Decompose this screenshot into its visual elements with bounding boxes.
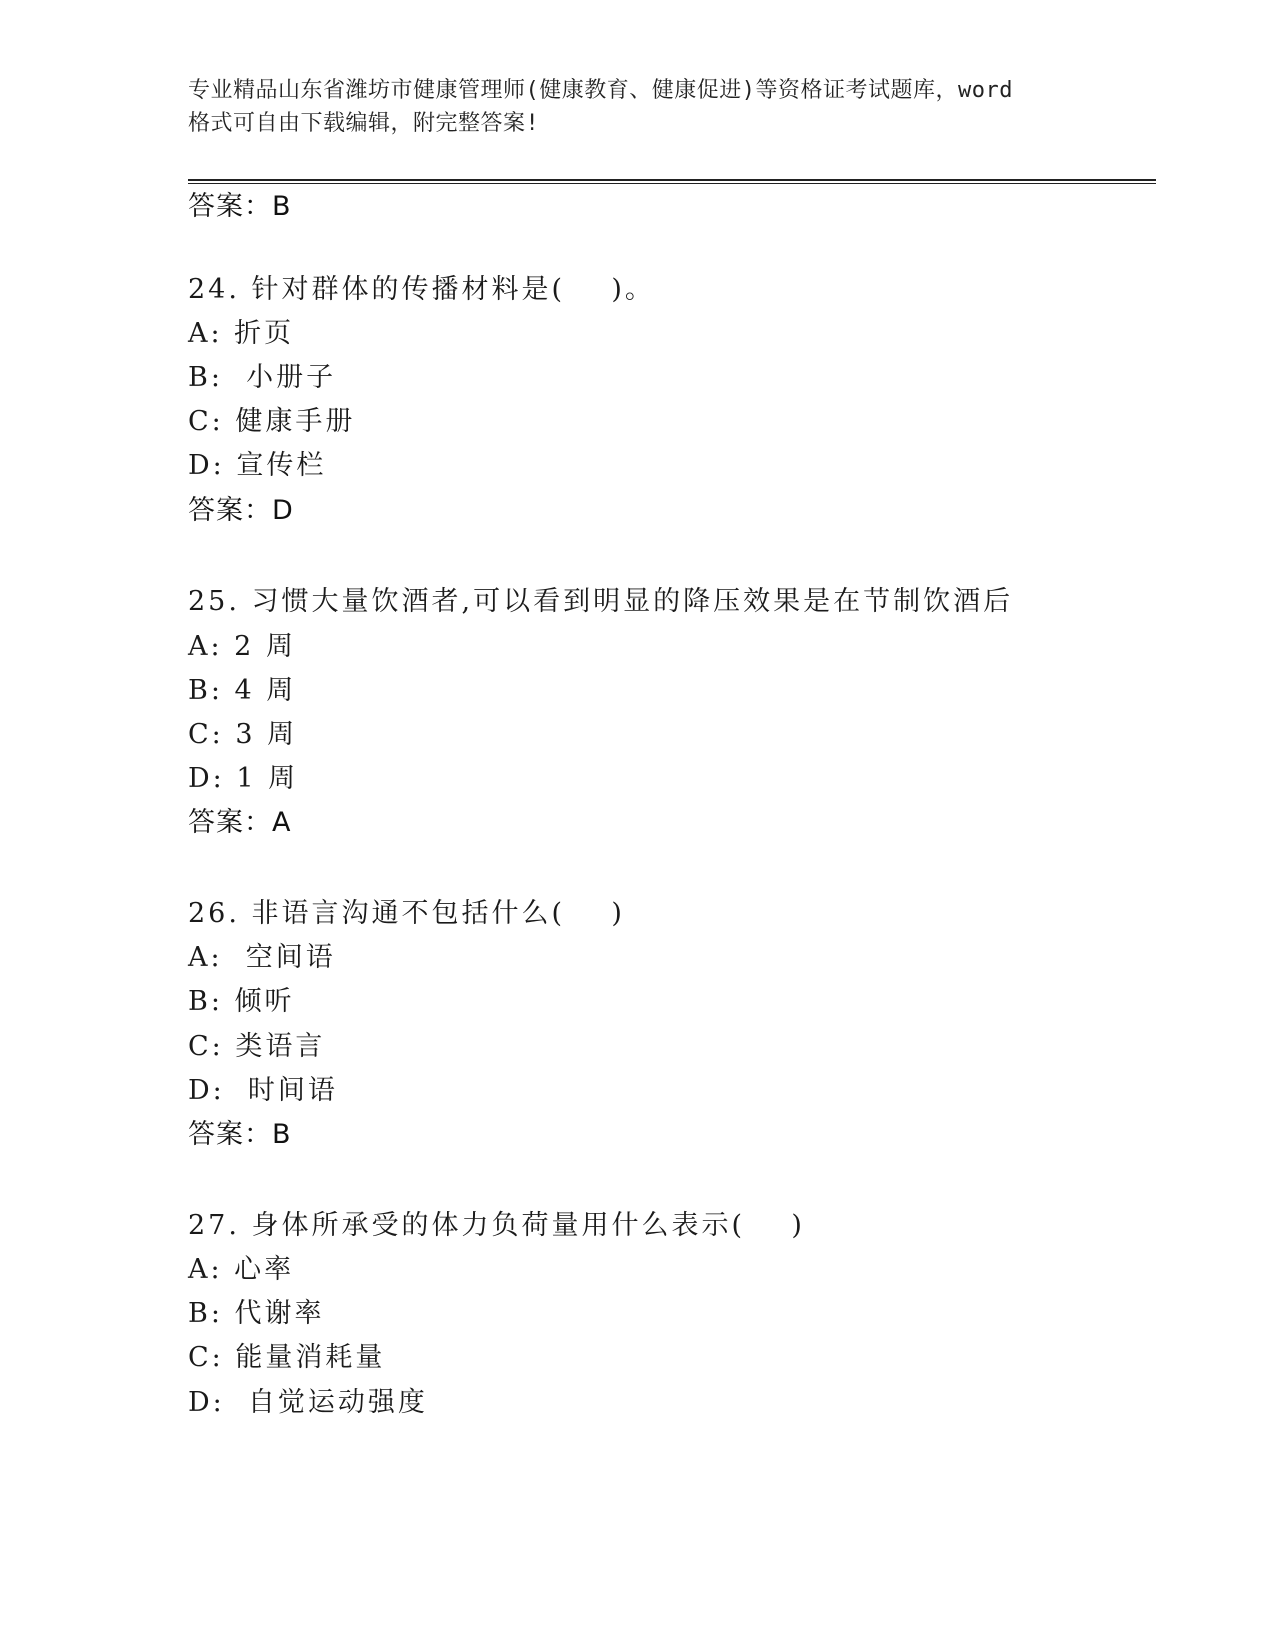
question-24-option-d: D: 宣传栏 xyxy=(188,450,327,481)
question-26-answer: 答案：B xyxy=(188,1119,292,1150)
question-25-option-a: A: 2 周 xyxy=(188,631,296,662)
question-24-option-a: A: 折页 xyxy=(188,318,295,349)
question-27-option-b: B: 代谢率 xyxy=(188,1298,325,1329)
question-25-option-d: D: 1 周 xyxy=(188,763,299,794)
answer-prev: 答案：B xyxy=(188,191,292,222)
header-line-2: 格式可自由下载编辑，附完整答案! xyxy=(188,111,540,136)
question-24-answer: 答案：D xyxy=(188,495,294,526)
question-26-option-a: A: 空间语 xyxy=(188,942,336,973)
question-26-option-c: C: 类语言 xyxy=(188,1031,326,1062)
question-26-option-b: B: 倾听 xyxy=(188,986,295,1017)
question-24-option-c: C: 健康手册 xyxy=(188,406,356,437)
header-line-1: 专业精品山东省潍坊市健康管理师(健康教育、健康促进)等资格证考试题库，word xyxy=(188,78,1013,103)
header-rule-bottom xyxy=(188,183,1156,184)
document-header xyxy=(188,74,1088,140)
question-27-option-c: C: 能量消耗量 xyxy=(188,1342,386,1373)
question-25-answer: 答案：A xyxy=(188,807,292,838)
question-27-option-d: D: 自觉运动强度 xyxy=(188,1387,428,1418)
header-rule-top xyxy=(188,179,1156,181)
question-25-option-b: B: 4 周 xyxy=(188,675,297,706)
question-24-stem: 24. 针对群体的传播材料是( )。 xyxy=(188,274,655,305)
question-25-option-c: C: 3 周 xyxy=(188,719,298,750)
question-24-option-b: B: 小册子 xyxy=(188,362,337,393)
question-27-option-a: A: 心率 xyxy=(188,1254,295,1285)
question-27-stem: 27. 身体所承受的体力负荷量用什么表示( ) xyxy=(188,1210,805,1241)
question-26-stem: 26. 非语言沟通不包括什么( ) xyxy=(188,898,625,929)
question-25-stem: 25. 习惯大量饮酒者,可以看到明显的降压效果是在节制饮酒后 xyxy=(188,586,1014,617)
question-26-option-d: D: 时间语 xyxy=(188,1075,338,1106)
